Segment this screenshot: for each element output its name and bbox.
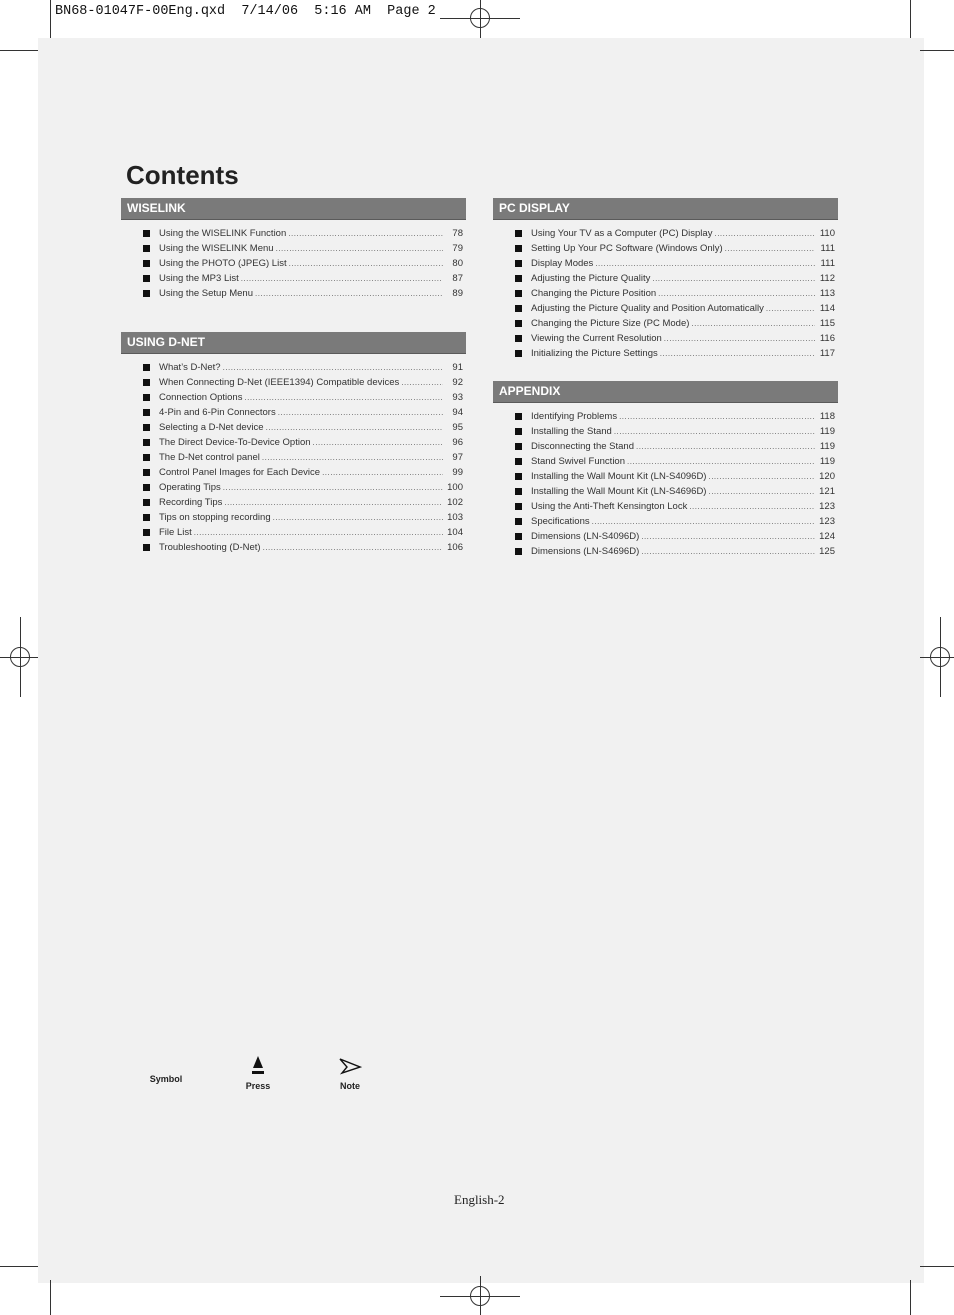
dot-leader: [241, 271, 443, 286]
section-header: USING D-NET: [121, 332, 466, 354]
toc-item-text: Control Panel Images for Each Device: [159, 467, 321, 478]
section-wiselink: [121, 198, 466, 301]
press-icon: [251, 1055, 265, 1075]
bullet-square-icon: [515, 245, 522, 252]
toc-item-page: 80: [452, 258, 463, 269]
bullet-square-icon: [515, 458, 522, 465]
toc-item-text: Selecting a D-Net device: [159, 422, 264, 433]
registration-mark-icon: [470, 8, 490, 28]
print-header: BN68-01047F-00Eng.qxd 7/14/06 5:16 AM Page 2: [55, 4, 436, 19]
toc-item: [493, 469, 838, 484]
toc-item-text: Tips on stopping recording: [159, 512, 271, 523]
section-pc-display: [493, 198, 838, 361]
dot-leader: [255, 286, 443, 301]
dot-leader: [289, 256, 443, 271]
toc-item-page: 106: [447, 542, 463, 553]
toc-item-page: 92: [452, 377, 463, 388]
bullet-square-icon: [143, 424, 150, 431]
dot-leader: [691, 316, 815, 331]
toc-item-page: 87: [452, 273, 463, 284]
toc-item: [493, 439, 838, 454]
dot-leader: [627, 454, 815, 469]
dot-leader: [262, 450, 443, 465]
toc-item: [493, 271, 838, 286]
bullet-square-icon: [515, 413, 522, 420]
toc-item: [121, 286, 466, 301]
toc-item-text: Dimensions (LN-S4696D): [531, 546, 640, 557]
bullet-square-icon: [143, 529, 150, 536]
toc-item: [493, 454, 838, 469]
section-header: WISELINK: [121, 198, 466, 220]
toc-item-text: What’s D-Net?: [159, 362, 221, 373]
toc-item-page: 110: [819, 228, 835, 239]
crop-mark: [0, 50, 38, 51]
toc-item: [121, 390, 466, 405]
crop-mark: [910, 1280, 911, 1315]
toc-item-page: 79: [452, 243, 463, 254]
section-header: APPENDIX: [493, 381, 838, 403]
bullet-square-icon: [515, 428, 522, 435]
bullet-square-icon: [143, 499, 150, 506]
toc-item-page: 104: [447, 527, 463, 538]
dot-leader: [725, 241, 815, 256]
toc-item: [493, 226, 838, 241]
toc-item: [121, 435, 466, 450]
bullet-square-icon: [515, 230, 522, 237]
dot-leader: [641, 544, 815, 559]
section-using-dnet: [121, 332, 466, 555]
toc-item: [121, 525, 466, 540]
toc-item-page: 118: [819, 411, 835, 422]
toc-list: [121, 226, 466, 301]
dot-leader: [660, 346, 815, 361]
toc-item: [493, 301, 838, 316]
crop-mark: [0, 1266, 38, 1267]
registration-mark-icon: [470, 1286, 490, 1306]
toc-item-page: 78: [452, 228, 463, 239]
dot-leader: [641, 529, 815, 544]
toc-item-text: Installing the Wall Mount Kit (LN-S4696D): [531, 486, 707, 497]
toc-item-page: 113: [819, 288, 835, 299]
bullet-square-icon: [515, 533, 522, 540]
note-icon: [338, 1055, 362, 1075]
bullet-square-icon: [143, 379, 150, 386]
dot-leader: [273, 510, 443, 525]
toc-item-page: 111: [820, 243, 835, 254]
toc-item-page: 119: [819, 441, 835, 452]
toc-list: [493, 226, 838, 361]
bullet-square-icon: [143, 454, 150, 461]
toc-item-text: Adjusting the Picture Quality: [531, 273, 651, 284]
section-appendix: [493, 381, 838, 559]
dot-leader: [658, 286, 815, 301]
toc-item-page: 114: [819, 303, 835, 314]
toc-item-text: Display Modes: [531, 258, 594, 269]
toc-item-text: Changing the Picture Position: [531, 288, 657, 299]
dot-leader: [322, 465, 443, 480]
toc-item: [493, 286, 838, 301]
toc-item-text: Troubleshooting (D-Net): [159, 542, 261, 553]
section-header: PC DISPLAY: [493, 198, 838, 220]
page-footer: English-2: [454, 1192, 505, 1207]
toc-item-text: Operating Tips: [159, 482, 221, 493]
toc-item-page: 102: [447, 497, 463, 508]
toc-item: [121, 495, 466, 510]
bullet-square-icon: [515, 275, 522, 282]
dot-leader: [263, 540, 443, 555]
toc-item: [121, 405, 466, 420]
registration-mark-icon: [930, 647, 950, 667]
dot-leader: [689, 499, 815, 514]
legend-symbol: [148, 1070, 184, 1084]
bullet-square-icon: [143, 245, 150, 252]
toc-item-text: 4-Pin and 6-Pin Connectors: [159, 407, 276, 418]
toc-item-page: 89: [452, 288, 463, 299]
dot-leader: [313, 435, 443, 450]
dot-leader: [619, 409, 815, 424]
bullet-square-icon: [515, 518, 522, 525]
bullet-square-icon: [515, 335, 522, 342]
toc-item-page: 100: [447, 482, 463, 493]
toc-item: [493, 529, 838, 544]
page-title: Contents: [126, 160, 239, 190]
dot-leader: [652, 271, 815, 286]
toc-item-page: 111: [820, 258, 835, 269]
dot-leader: [592, 514, 815, 529]
toc-item-page: 119: [819, 456, 835, 467]
dot-leader: [266, 420, 443, 435]
toc-item-text: File List: [159, 527, 192, 538]
dot-leader: [224, 495, 443, 510]
toc-item: [121, 510, 466, 525]
toc-item-text: Connection Options: [159, 392, 243, 403]
dot-leader: [244, 390, 443, 405]
legend-note-label: Note: [340, 1081, 360, 1091]
bullet-square-icon: [143, 469, 150, 476]
bullet-square-icon: [515, 443, 522, 450]
toc-item-text: Using the Setup Menu: [159, 288, 254, 299]
toc-item-page: 123: [819, 501, 835, 512]
toc-item-page: 121: [819, 486, 835, 497]
dot-leader: [276, 241, 443, 256]
toc-item-text: The D-Net control panel: [159, 452, 260, 463]
toc-item-text: Recording Tips: [159, 497, 223, 508]
toc-item: [493, 316, 838, 331]
toc-item-text: Using the MP3 List: [159, 273, 239, 284]
bullet-square-icon: [143, 439, 150, 446]
toc-item: [121, 480, 466, 495]
toc-item-page: 91: [452, 362, 463, 373]
bullet-square-icon: [515, 548, 522, 555]
toc-item-text: Using the Anti-Theft Kensington Lock: [531, 501, 688, 512]
toc-item-text: Viewing the Current Resolution: [531, 333, 662, 344]
dot-leader: [708, 469, 815, 484]
dot-leader: [194, 525, 443, 540]
toc-item: [493, 484, 838, 499]
toc-item-text: When Connecting D-Net (IEEE1394) Compatible devices: [159, 377, 400, 388]
dot-leader: [636, 439, 815, 454]
dot-leader: [223, 360, 443, 375]
bullet-square-icon: [515, 503, 522, 510]
toc-item: [121, 375, 466, 390]
crop-mark: [50, 0, 51, 38]
toc-item-text: Setting Up Your PC Software (Windows Only): [531, 243, 723, 254]
toc-item-page: 94: [452, 407, 463, 418]
bullet-square-icon: [143, 544, 150, 551]
toc-item-page: 103: [447, 512, 463, 523]
toc-item-text: Dimensions (LN-S4096D): [531, 531, 640, 542]
toc-item: [121, 450, 466, 465]
bullet-square-icon: [143, 514, 150, 521]
toc-item-text: Specifications: [531, 516, 590, 527]
bullet-square-icon: [143, 260, 150, 267]
toc-item: [121, 256, 466, 271]
bullet-square-icon: [515, 290, 522, 297]
bullet-square-icon: [515, 473, 522, 480]
toc-item: [493, 499, 838, 514]
dot-leader: [288, 226, 443, 241]
toc-list: [121, 360, 466, 555]
toc-item: [493, 514, 838, 529]
bullet-square-icon: [515, 488, 522, 495]
crop-mark: [920, 50, 954, 51]
bullet-square-icon: [515, 260, 522, 267]
toc-item-page: 120: [819, 471, 835, 482]
bullet-square-icon: [143, 290, 150, 297]
bullet-square-icon: [143, 364, 150, 371]
bullet-square-icon: [143, 484, 150, 491]
toc-item: [493, 346, 838, 361]
toc-item: [121, 360, 466, 375]
toc-item: [493, 409, 838, 424]
toc-item: [493, 424, 838, 439]
toc-item-text: Adjusting the Picture Quality and Position Automatically: [531, 303, 764, 314]
toc-item-text: Initializing the Picture Settings: [531, 348, 658, 359]
toc-item-text: Using the WISELINK Function: [159, 228, 287, 239]
legend-press: [240, 1055, 276, 1091]
toc-item-page: 112: [819, 273, 835, 284]
legend-symbol-label: Symbol: [149, 1074, 183, 1084]
crop-mark: [50, 1280, 51, 1315]
toc-item: [493, 241, 838, 256]
toc-item: [493, 544, 838, 559]
toc-item-page: 93: [452, 392, 463, 403]
toc-item: [121, 420, 466, 435]
toc-item: [493, 331, 838, 346]
toc-item-page: 95: [452, 422, 463, 433]
dot-leader: [664, 331, 815, 346]
toc-item-page: 97: [452, 452, 463, 463]
bullet-square-icon: [515, 350, 522, 357]
bullet-square-icon: [143, 230, 150, 237]
bullet-square-icon: [515, 320, 522, 327]
toc-item-page: 96: [452, 437, 463, 448]
toc-item-page: 99: [452, 467, 463, 478]
legend-press-label: Press: [245, 1081, 271, 1091]
legend-note: [332, 1055, 368, 1091]
bullet-square-icon: [515, 305, 522, 312]
toc-item: [121, 540, 466, 555]
toc-item-page: 123: [819, 516, 835, 527]
toc-item-page: 125: [819, 546, 835, 557]
dot-leader: [401, 375, 443, 390]
toc-item-text: Stand Swivel Function: [531, 456, 625, 467]
toc-item: [121, 226, 466, 241]
dot-leader: [595, 256, 815, 271]
bullet-square-icon: [143, 275, 150, 282]
dot-leader: [278, 405, 443, 420]
toc-item-text: Installing the Wall Mount Kit (LN-S4096D): [531, 471, 707, 482]
toc-item: [493, 256, 838, 271]
toc-list: [493, 409, 838, 559]
toc-item-text: The Direct Device-To-Device Option: [159, 437, 311, 448]
bullet-square-icon: [143, 409, 150, 416]
dot-leader: [766, 301, 815, 316]
crop-mark: [910, 0, 911, 38]
bullet-square-icon: [143, 394, 150, 401]
toc-item-text: Identifying Problems: [531, 411, 618, 422]
dot-leader: [708, 484, 815, 499]
crop-mark: [920, 1266, 954, 1267]
toc-item-text: Using the PHOTO (JPEG) List: [159, 258, 287, 269]
toc-item-text: Installing the Stand: [531, 426, 612, 437]
toc-item-page: 117: [819, 348, 835, 359]
toc-item-page: 124: [819, 531, 835, 542]
toc-item-page: 119: [819, 426, 835, 437]
toc-item-text: Changing the Picture Size (PC Mode): [531, 318, 690, 329]
toc-item-text: Disconnecting the Stand: [531, 441, 634, 452]
toc-item-page: 115: [819, 318, 835, 329]
toc-item: [121, 465, 466, 480]
toc-item-text: Using the WISELINK Menu: [159, 243, 274, 254]
dot-leader: [614, 424, 815, 439]
registration-mark-icon: [10, 647, 30, 667]
toc-item: [121, 271, 466, 286]
toc-item: [121, 241, 466, 256]
toc-item-text: Using Your TV as a Computer (PC) Display: [531, 228, 713, 239]
dot-leader: [223, 480, 443, 495]
dot-leader: [714, 226, 815, 241]
toc-item-page: 116: [819, 333, 835, 344]
